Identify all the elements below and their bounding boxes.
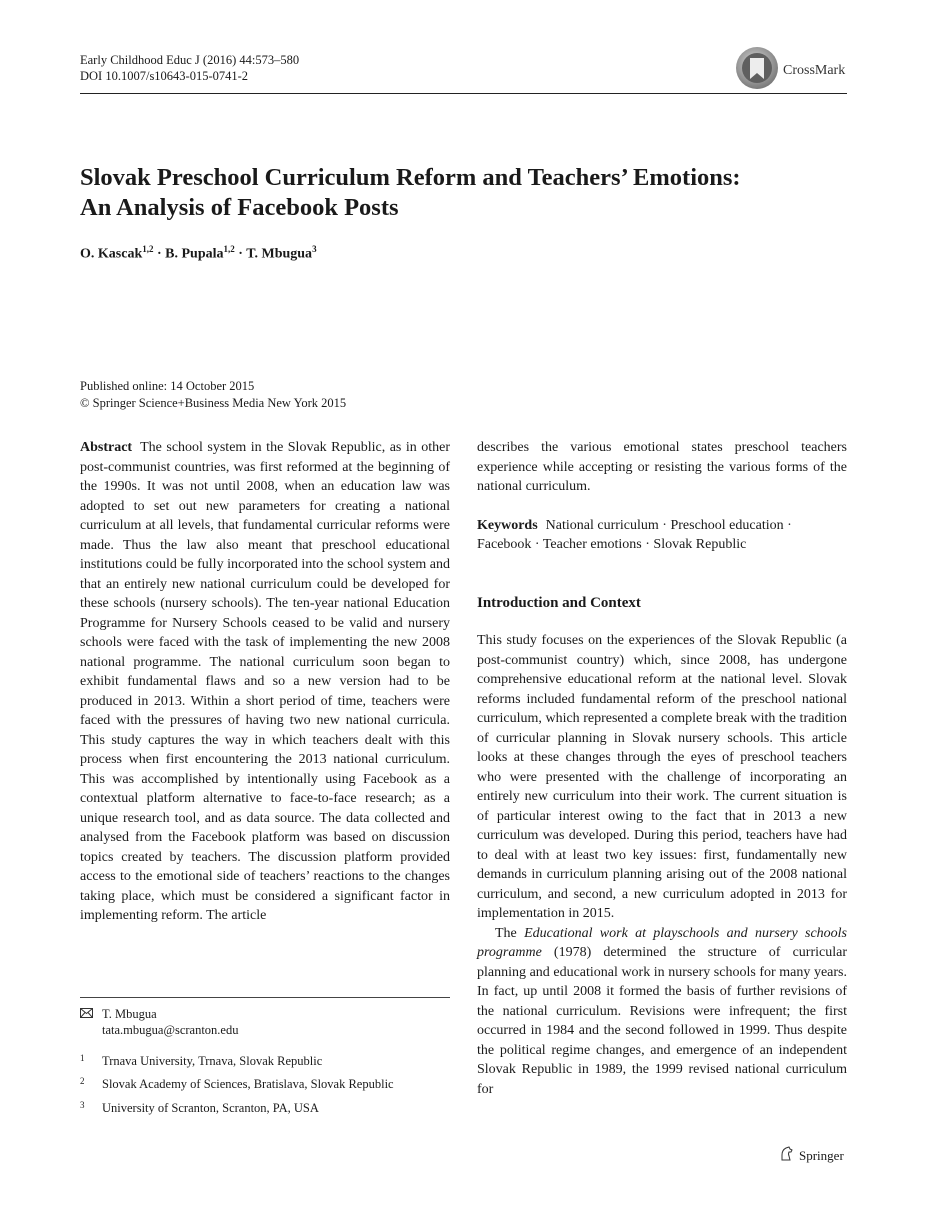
crossmark-badge[interactable] <box>735 46 845 95</box>
affiliation-2 <box>80 1076 394 1092</box>
author-affiliation-ref: 3 <box>312 244 317 254</box>
abstract-left-column <box>80 438 450 926</box>
corresponding-email[interactable]: tata.mbugua@scranton.edu <box>102 1023 239 1037</box>
crossmark-icon <box>735 46 779 95</box>
doi: DOI 10.1007/s10643-015-0741-2 <box>80 69 249 83</box>
author-name[interactable]: T. Mbugua <box>246 246 313 262</box>
corresponding-name: T. Mbugua <box>102 1007 157 1021</box>
header-rule <box>80 93 847 94</box>
affiliation-number: 2 <box>80 1076 85 1086</box>
keywords-text: National curriculum · Preschool education · Facebook · Teacher emotions · Slovak Republic <box>477 517 792 552</box>
footnote-rule <box>80 997 450 998</box>
author-list <box>80 244 317 263</box>
author-affiliation-ref: 1,2 <box>142 244 154 254</box>
author-separator: · <box>153 246 166 262</box>
springer-label: Springer <box>799 1147 844 1163</box>
author-name[interactable]: O. Kascak <box>80 246 143 262</box>
springer-horse-icon <box>779 1146 795 1165</box>
keywords-block <box>477 516 847 555</box>
publisher-footer <box>779 1146 844 1165</box>
journal-header <box>80 52 299 84</box>
abstract-text: The school system in the Slovak Republic, as in other post-communist countries, was first reformed at the beginning of the 1990s. It was not until 2008, when an education law was adopted to set out new parameters for creating a national curriculum at all levels, that fundamental curricular reforms were made. Thus the law also meant that preschool educational institutions could be fully incorporated into the school system and that an entirely new national curriculum could be developed for these schools (nursery schools). The ten-year national Education Programme for Nursery Schools ceased to be valid and nursery schools were faced with the task of implementing the new 2008 national programme. The national curriculum soon began to exhibit fundamental flaws and so a new version had to be produced in 2013. Within a short period of time, teachers were faced with the pressures of having two new national curricula. This study captures the way in which teachers dealt with this process when first encountering the 2013 national curriculum. This was accomplished by intentionally using Facebook as a contextual platform alternative to face-to-face research; as a unique research tool, and as data source. The data collected and analysed from the Facebook platform was based on discussion topics created by teachers. The discussion platform provided access to the emotional side of teachers’ reactions to the changes taking place, which must be considered a significant factor in implementing reform. The article <box>80 440 450 923</box>
para2-prefix: The <box>495 925 525 941</box>
affiliation-3 <box>80 1100 319 1116</box>
affiliation-number: 1 <box>80 1053 85 1063</box>
copyright: © Springer Science+Business Media New York 2015 <box>80 395 347 410</box>
intro-paragraph-1: This study focuses on the experiences of the Slovak Republic (a post-communist country) which, since 2008, has undergone comprehensive educational reform at the national level. Slovak reforms included fundamental reform of the preschool national curriculum, which represented a complete break with the tradition of curricular planning in Slovak nursery schools. This article looks at these changes through the eyes of preschool teachers who were presented with the challenge of incorporating an entirely new curriculum into their work. The current situation is of particular interest owing to the fact that in 2013 a new curriculum was developed. During this period, teachers have had to deal with at least two key issues: first, fundamentally new demands in curriculum planning arising out of the 2008 national curriculum, and second, a new curriculum adopted in 2013 for implementation in 2015. <box>477 633 847 921</box>
crossmark-label: CrossMark <box>783 62 846 78</box>
author-name[interactable]: B. Pupala <box>165 246 224 262</box>
affiliation-text: Slovak Academy of Sciences, Bratislava, Slovak Republic <box>102 1077 394 1091</box>
para2-text: (1978) determined the structure of curricular planning and educational work in nursery schools for many years. In fact, up until 2008 it formed the basis of further revisions of the national curriculum. Revisions were infrequent; the first occurred in 1984 and the second followed in 1999. Thus despite the political regime changes, and emergence of an independent Slovak Republic in 1989, the 1999 revised national curriculum for <box>477 945 847 1097</box>
author-affiliation-ref: 1,2 <box>223 244 235 254</box>
envelope-icon <box>80 1006 93 1022</box>
abstract-continuation: describes the various emotional states preschool teachers experience while accepting or resisting the various forms of the national curriculum. <box>477 440 847 494</box>
published-date: Published online: 14 October 2015 <box>80 379 255 393</box>
corresponding-author <box>80 1006 238 1038</box>
journal-citation: Early Childhood Educ J (2016) 44:573–580 <box>80 53 300 67</box>
article-title <box>80 163 847 223</box>
keywords-label: Keywords <box>477 517 538 533</box>
affiliation-text: University of Scranton, Scranton, PA, USA <box>102 1101 319 1115</box>
title-line-2: An Analysis of Facebook Posts <box>80 194 399 221</box>
affiliation-1 <box>80 1053 322 1069</box>
right-column <box>477 438 847 1099</box>
publication-info <box>80 378 346 411</box>
title-line-1: Slovak Preschool Curriculum Reform and Teachers’ Emotions: <box>80 164 741 191</box>
author-separator: · <box>234 246 247 262</box>
intro-paragraph-2 <box>477 924 847 1100</box>
section-heading: Introduction and Context <box>477 594 641 611</box>
affiliation-text: Trnava University, Trnava, Slovak Republic <box>102 1054 323 1068</box>
affiliation-number: 3 <box>80 1100 85 1110</box>
abstract-label: Abstract <box>80 440 133 455</box>
programme-title: Educational work at playschools and nursery schools programme <box>477 925 848 960</box>
